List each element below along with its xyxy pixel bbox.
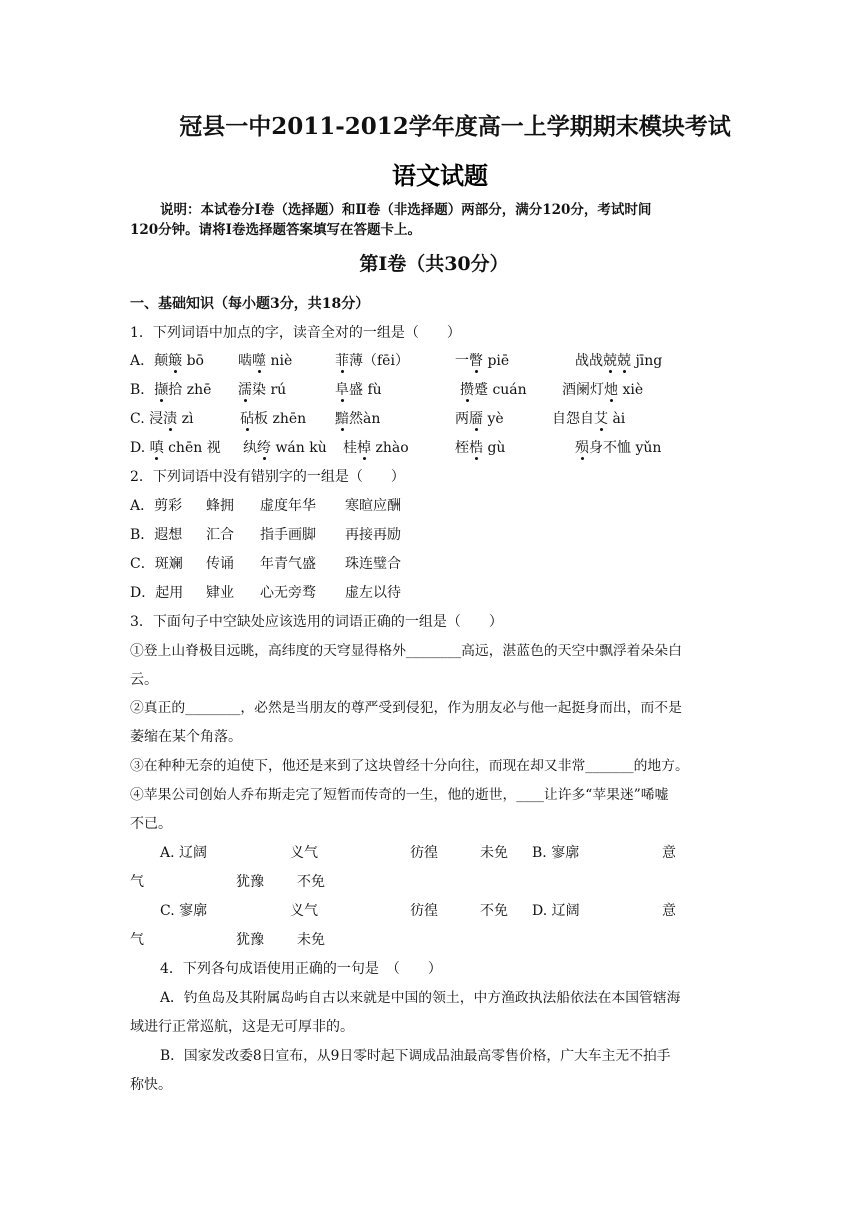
q4-option-b-cont: 称快。 (130, 1077, 172, 1093)
q3-sentence-2-cont: 萎缩在某个角落。 (130, 729, 242, 745)
q3-sentence-1-cont: 云。 (130, 672, 158, 688)
q4-option-b: B．国家发改委8日宣布，从9日零时起下调成品油最高零售价格，广大车主无不拍手 (160, 1048, 671, 1064)
instructions-line-2: 120分钟。请将Ⅰ卷选择题答案填写在答题卡上。 (130, 222, 421, 238)
question-2-stem: 2．下列词语中没有错别字的一组是（ ） (130, 469, 405, 485)
q4-option-a: A．钓鱼岛及其附属岛屿自古以来就是中国的领土，中方渔政执法船依法在本国管辖海 (160, 990, 681, 1006)
part-heading: 一、基础知识（每小题3分，共18分） (130, 296, 370, 312)
section-heading: 第Ⅰ卷（共30分） (359, 253, 509, 275)
exam-page: 冠县一中2011-2012学年度高一上学期期末模块考试 语文试题 说明：本试卷分Ⅰ卷（选择题）和Ⅱ卷（非选择题）两部分，满分120分，考试时间 120分钟。请将Ⅰ卷选择题答案填写在答题卡上。 第Ⅰ卷（共30分） 一、基础知识（每小题3分，共18分） 1．下列词语中加点的字，读音全对的一组是（ ） A．颠簸 bō 啮噬 niè 菲薄（fēi） 一瞥 piē 战战兢兢 jīng B．撷拾 zhē 濡染 rú 阜盛 fù 攒蹙 cuán 酒阑灯灺 xiè C. 浸渍 zì 砧板 zhēn 黯然àn 两靥 yè 自怨自艾 ài D. 嗔 chēn 视 纨绔 wán kù 桂棹 zhào 桎梏 gù 殒身不恤 yǔn 2．下列词语中没有错别字的一组是（ ） A．剪彩 蜂拥 虚度年华 寒暄应酬 B．遐想 汇合 指手画脚 再接再励 C．斑斓 传诵 年青气盛 珠连璧合 D．起用 肄业 心无旁骛 虚左以待 3．下面句子中空缺处应该选用的词语正确的一组是（ ） ①登上山脊极目远眺，高纬度的天穹显得格外________高远，湛蓝色的天空中飘浮着朵朵白 云。 ②真正的________，必然是当朋友的尊严受到侵犯，作为朋友必与他一起挺身而出，而不是 萎缩在某个角落。 ③在种种无奈的迫使下，他还是来到了这块曾经十分向往，而现在却又非常_______的地方。 ④苹果公司创始人乔布斯走完了短暂而传奇的一生，他的逝世，____让许多“苹果迷”唏嘘 不已。 A. 辽阔 义气 彷徨 未免 B. 寥廓 意 气 犹豫 不免 C. 寥廓 义气 彷徨 不免 D. 辽阔 意 气 犹豫 未免 4．下列各句成语使用正确的一句是 （ ） A．钓鱼岛及其附属岛屿自古以来就是中国的领土，中方渔政执法船依法在本国管辖海 域进行正常巡航，这是无可厚非的。 B．国家发改委8日宣布，从9日零时起下调成品油最高零售价格，广大车主无不拍手 称快。 (0, 0, 860, 1216)
instructions-line-1: 说明：本试卷分Ⅰ卷（选择题）和Ⅱ卷（非选择题）两部分，满分120分，考试时间 (160, 202, 652, 218)
question-1-stem: 1．下列词语中加点的字，读音全对的一组是（ ） (130, 325, 461, 341)
question-4-stem: 4．下列各句成语使用正确的一句是 （ ） (160, 961, 442, 977)
subject-title: 语文试题 (392, 161, 488, 190)
q3-sentence-4: ④苹果公司创始人乔布斯走完了短暂而传奇的一生，他的逝世，____让许多“苹果迷”唏嘘 (130, 787, 669, 803)
exam-title: 冠县一中2011-2012学年度高一上学期期末模块考试 (179, 113, 731, 140)
q3-sentence-2: ②真正的________，必然是当朋友的尊严受到侵犯，作为朋友必与他一起挺身而出，而不是 (130, 700, 682, 716)
question-3-stem: 3．下面句子中空缺处应该选用的词语正确的一组是（ ） (130, 614, 503, 630)
q4-option-a-cont: 域进行正常巡航，这是无可厚非的。 (130, 1019, 354, 1035)
q3-sentence-1: ①登上山脊极目远眺，高纬度的天穹显得格外________高远，湛蓝色的天空中飘浮着朵朵白 (130, 643, 682, 659)
q3-sentence-3: ③在种种无奈的迫使下，他还是来到了这块曾经十分向往，而现在却又非常_______的地方。 (130, 758, 689, 774)
q3-sentence-4-cont: 不已。 (130, 816, 172, 832)
